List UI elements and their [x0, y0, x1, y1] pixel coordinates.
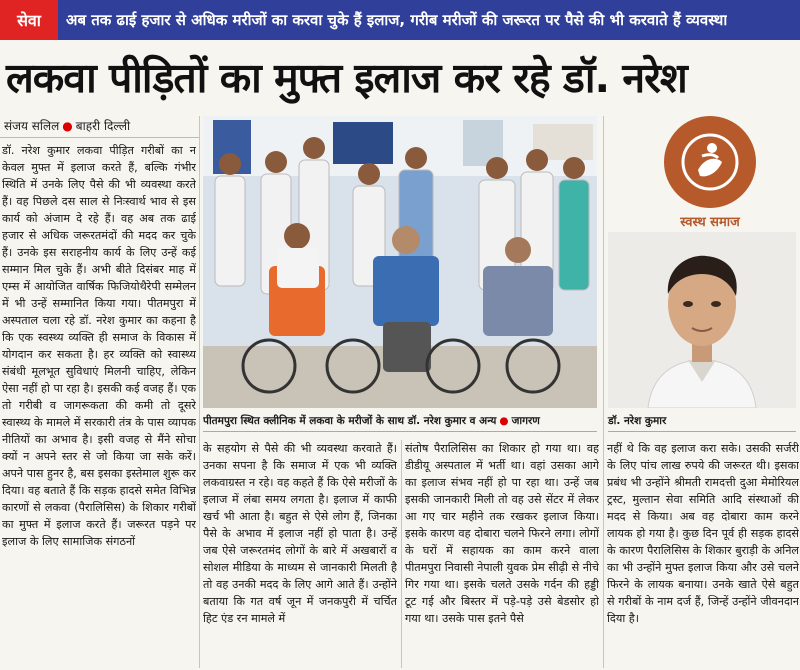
- reporter-name: संजय सलिल: [4, 119, 60, 133]
- doctor-portrait: [608, 232, 796, 408]
- group-photo: [203, 116, 597, 408]
- portrait-caption: डॉ. नरेश कुमार: [608, 410, 796, 432]
- column-divider: [199, 116, 200, 668]
- column-divider: [603, 116, 604, 668]
- article-column-4: [607, 440, 799, 668]
- doctor-portrait-illustration: [608, 232, 796, 408]
- article-column-2: [203, 440, 397, 668]
- column-divider: [401, 440, 402, 668]
- logo-emblem-icon: [680, 132, 740, 192]
- photo-caption-text: पीतमपुरा स्थित क्लीनिक में लकवा के मरीजों के साथ डॉ. नरेश कुमार व अन्य: [203, 415, 497, 427]
- swasth-samaj-logo: [664, 116, 756, 208]
- byline: [0, 114, 200, 138]
- bullet-icon: ●: [62, 119, 73, 133]
- photo-caption: [203, 410, 597, 432]
- headline: लकवा पीड़ितों का मुफ्त इलाज कर रहे डॉ. नरेश: [6, 54, 687, 102]
- photo-credit: जागरण: [511, 415, 540, 427]
- group-photo-illustration: [203, 116, 597, 408]
- column-2-text: के सहयोग से पैसे की भी व्यवस्था करवाते हैं। उनका सपना है कि समाज में एक भी व्यक्ति लकवाग्रस्त न रहे। वह कहते हैं कि ऐसे मरीजों के इलाज में लंबा समय लगता है। इलाज में काफी खर्च भी आता है। बहुत से ऐसे लोग हैं, जिनका पैसे के अभाव में इलाज नहीं हो पाता है। उन्हें जब ऐसे जरूरतमंद लोगों के बारे में अखबारों व सोशल मीडिया के माध्यम से जानकारी मिलती है तो वह उनकी मदद के लिए आगे आते हैं। उन्होंने बताया कि गत वर्ष जून में जनकपुरी में चर्चित हिट एंड रन मामले में: [203, 442, 397, 625]
- bullet-icon: ●: [499, 415, 509, 427]
- column-4-text: नहीं थे कि वह इलाज करा सके। उसकी सर्जरी के लिए पांच लाख रुपये की जरूरत थी। इसका प्रबंध भी उन्होंने श्रीमती रामदत्ती दुआ मेमोरियल ट्रस्ट, मुल्तान सेवा समिति आदि संस्थाओं की मदद से किया। अब वह दोबारा काम करने लायक हो गया है। कुछ दिन पूर्व ही सड़क हादसे के कारण पैरालिसिस के शिकार बुराड़ी के अनिल का भी उन्होंने मुफ्त इलाज किया और उसे चलने फिरने के लायक बनाया। उनके खाते ऐसे बहुत से गरीबों के नाम दर्ज हैं, जिन्हें उन्होंने जीवनदान दिया है।: [607, 442, 799, 625]
- top-strap-bar: [0, 0, 800, 40]
- logo-label: स्वस्थ समाज: [680, 215, 740, 230]
- column-1-text: डॉ. नरेश कुमार लकवा पीड़ित गरीबों का न केवल मुफ्त में इलाज करते हैं, बल्कि गंभीर स्थिति में उनके लिए पैसे की भी व्यवस्था करते हैं। वह पिछले दस साल से निःस्वार्थ भाव से इस कार्य को अंजाम दे रहे हैं। वह अब तक ढाई हजार से अधिक जरूरतमंदों की मदद कर चुके हैं। उनके इस सराहनीय कार्य के लिए उन्हें कई सम्मान मिल चुके हैं। अभी बीते दिसंबर माह में एम्स में आयोजित वार्षिक फिजियोथैरेपी सम्मेलन में भी उन्हें सम्मानित किया गया। पीतमपुरा में अस्पताल चला रहे डॉ. नरेश कुमार का कहना है कि एक स्वस्थ्य व्यक्ति ही समाज के विकास में योगदान कर सकता है। हर व्यक्ति को स्वास्थ्य संबंधी मूलभूत सुविधाएं मिलनी चाहिए, लेकिन ऐसा नहीं हो पा रहा है। इसकी कई वजह हैं। एक तो गरीबी व जागरूकता की कमी तो दूसरे स्वास्थ्य के मामले में सरकारी तंत्र के पास व्यापक नीतियों का अभाव है। इसी वजह से मैंने सोचा क्यों न अपने स्तर से जो किया जा सके करें। अपने पास हुनर है, बस इसका इस्तेमाल शुरू कर दिया। वह बताते हैं कि सड़क हादसे समेत विभिन्न कारणों से लकवा (पैरालिसिस) के शिकार गरीबों का मुफ्त में इलाज करते हैं। जरूरत पड़ने पर इलाज के लिए सामाजिक संगठनों: [2, 144, 196, 548]
- article-column-1: [2, 142, 196, 668]
- article-column-3: [405, 440, 599, 668]
- column-3-text: संतोष पैरालिसिस का शिकार हो गया था। वह डीडीयू अस्पताल में भर्ती था। वहां उसका आगे का इलाज संभव नहीं हो पा रहा था। उन्हें जब इसकी जानकारी मिली तो वह उसे सेंटर में लेकर आ गए चार महीने तक रखकर इलाज किया। इसके कारण वह दोबारा चलने फिरने लगा। लोगों के घरों में सहायक का काम करने वाला पीतमपुरा निवासी नेपाली युवक प्रेम सीढ़ी से नीचे गिर गया था। इसके चलते उसके गर्दन की हड्डी टूट गई और बिस्तर में पड़े-पड़े उसे बेडसोर हो गया था। उसके पास इतने पैसे: [405, 442, 599, 625]
- dateline-place: बाहरी दिल्ली: [75, 119, 131, 133]
- strap-line: अब तक ढाई हजार से अधिक मरीजों का करवा चुके हैं इलाज, गरीब मरीजों की जरूरत पर पैसे की भी करवाते हैं व्यवस्था: [66, 11, 728, 29]
- section-tag: सेवा: [0, 0, 58, 40]
